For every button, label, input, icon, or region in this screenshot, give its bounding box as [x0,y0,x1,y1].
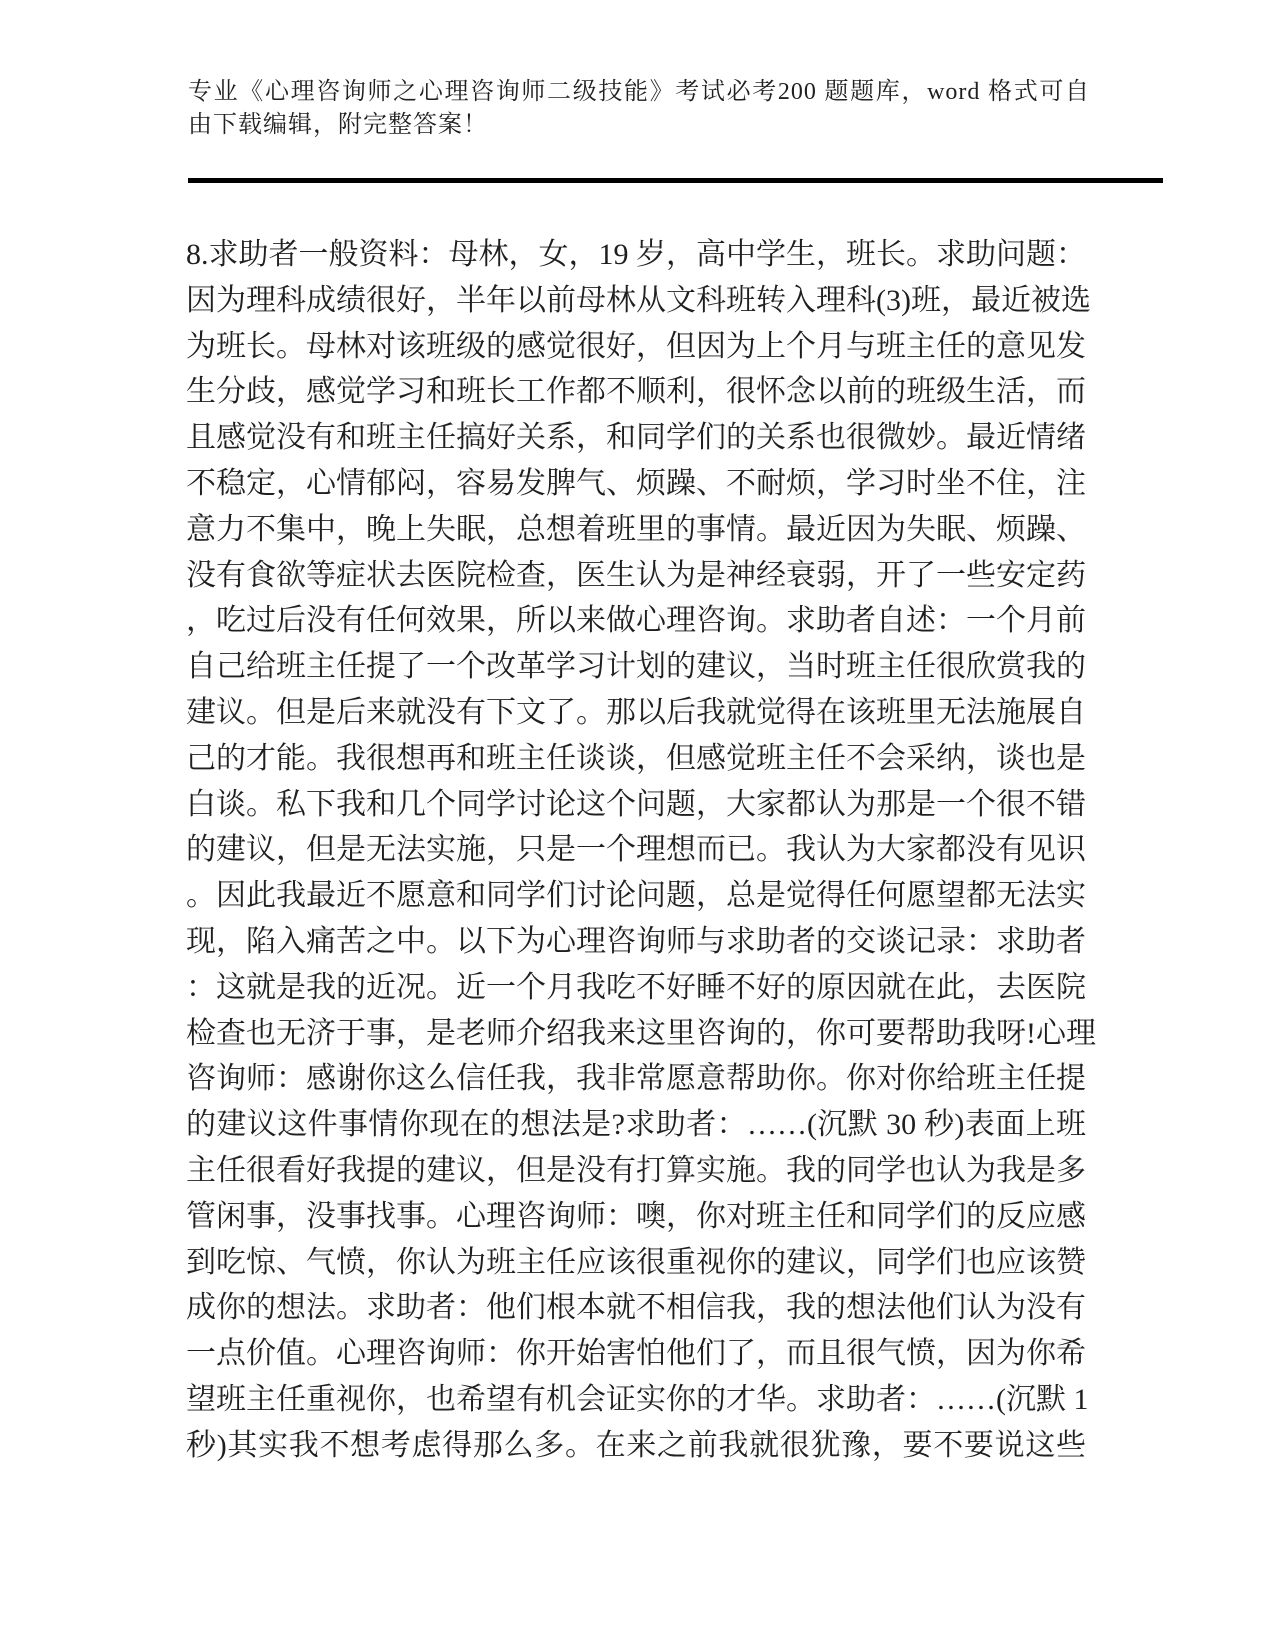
body-line: 检查也无济于事，是老师介绍我来这里咨询的，你可要帮助我呀!心理 [186,1016,1096,1050]
body-line: ：这就是我的近况。近一个月我吃不好睡不好的原因就在此，去医院 [186,970,1086,1004]
body-line: 且感觉没有和班主任搞好关系，和同学们的关系也很微妙。最近情绪 [186,421,1086,455]
body-line: 管闲事，没事找事。心理咨询师：噢，你对班主任和同学们的反应感 [186,1199,1086,1233]
body-line: 建议。但是后来就没有下文了。那以后我就觉得在该班里无法施展自 [186,695,1086,729]
body-line: 生分歧，感觉学习和班长工作都不顺利，很怀念以前的班级生活，而 [186,375,1086,409]
body-line: 。因此我最近不愿意和同学们讨论问题，总是觉得任何愿望都无法实 [186,879,1086,913]
body-line: 的建议，但是无法实施，只是一个理想而已。我认为大家都没有见识 [186,833,1086,867]
body-line: 为班长。母林对该班级的感觉很好，但因为上个月与班主任的意见发 [186,329,1086,363]
question-text-block [186,232,1096,1469]
body-line: 自己给班主任提了一个改革学习计划的建议，当时班主任很欣赏我的 [186,650,1086,684]
header-line: 专业《心理咨询师之心理咨询师二级技能》考试必考200 题题库，word 格式可自 [188,79,1090,105]
body-line: 望班主任重视你，也希望有机会证实你的才华。求助者：……(沉默 1 [186,1382,1089,1416]
header-line: 由下载编辑，附完整答案！ [188,112,488,138]
body-line: 8.求助者一般资料：母林，女，19 岁，高中学生，班长。求助问题： [186,238,1086,271]
body-line: 秒)其实我不想考虑得那么多。在来之前我就很犹豫，要不要说这些 [186,1428,1086,1462]
header-divider-rule [188,178,1163,183]
body-line: 现，陷入痛苦之中。以下为心理咨询师与求助者的交谈记录：求助者 [186,924,1086,958]
page-header [188,76,1090,142]
body-line: 的建议这件事情你现在的想法是?求助者：……(沉默 30 秒)表面上班 [186,1108,1086,1142]
body-line: 白谈。私下我和几个同学讨论这个问题，大家都认为那是一个很不错 [186,787,1086,821]
body-line: 意力不集中，晚上失眠，总想着班里的事情。最近因为失眠、烦躁、 [186,512,1086,546]
body-line: 咨询师：感谢你这么信任我，我非常愿意帮助你。你对你给班主任提 [186,1062,1086,1096]
body-line: 己的才能。我很想再和班主任谈谈，但感觉班主任不会采纳，谈也是 [186,741,1086,775]
body-line: ，吃过后没有任何效果，所以来做心理咨询。求助者自述：一个月前 [186,604,1086,638]
body-line: 到吃惊、气愤，你认为班主任应该很重视你的建议，同学们也应该赞 [186,1245,1086,1279]
body-line: 成你的想法。求助者：他们根本就不相信我，我的想法他们认为没有 [186,1291,1086,1325]
body-line: 因为理科成绩很好，半年以前母林从文科班转入理科(3)班，最近被选 [186,283,1091,317]
body-line: 不稳定，心情郁闷，容易发脾气、烦躁、不耐烦，学习时坐不住，注 [186,466,1086,500]
body-line: 主任很看好我提的建议，但是没有打算实施。我的同学也认为我是多 [186,1153,1086,1187]
body-line: 一点价值。心理咨询师：你开始害怕他们了，而且很气愤，因为你希 [186,1337,1086,1371]
body-line: 没有食欲等症状去医院检查，医生认为是神经衰弱，开了一些安定药 [186,558,1086,592]
